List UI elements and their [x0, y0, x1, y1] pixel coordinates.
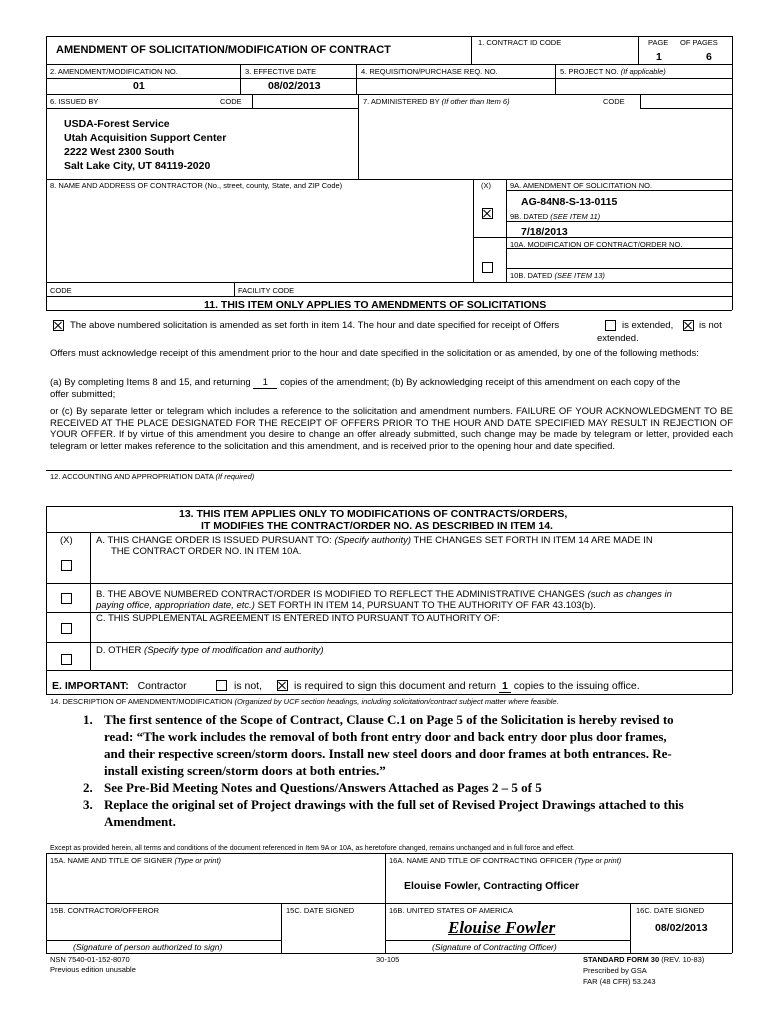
issued-by-label: 6. ISSUED BY [50, 97, 99, 106]
item-13-title-2: IT MODIFIES THE CONTRACT/ORDER NO. AS DESCRIBED IN ITEM 14. [201, 520, 553, 532]
administered-code-label: CODE [603, 97, 625, 106]
project-no-label: 5. PROJECT NO. (If applicable) [560, 67, 666, 76]
solicitation-no: AG-84N8-S-13-0115 [521, 196, 618, 208]
item-10b-label: 10B. DATED (SEE ITEM 13) [510, 271, 605, 280]
officer-signature: Elouise Fowler [448, 918, 556, 937]
is-not-required-checkbox[interactable] [216, 680, 227, 691]
nsn: NSN 7540-01-152-8070 [50, 955, 130, 964]
issuer-line: Utah Acquisition Support Center [64, 132, 227, 144]
item-11-title: 11. THIS ITEM ONLY APPLIES TO AMENDMENTS OF SOLICITATIONS [204, 299, 547, 311]
item-13d-checkbox[interactable] [61, 654, 72, 665]
item-13-a: A. THIS CHANGE ORDER IS ISSUED PURSUANT TO: (Specify authority) THE CHANGES SET FORTH IN ITEM 14 ARE MADE IN [96, 535, 653, 546]
contractor-code-label: CODE [50, 286, 72, 295]
item-9b-label: 9B. DATED (SEE ITEM 11) [510, 212, 601, 221]
contractor-label: 8. NAME AND ADDRESS OF CONTRACTOR (No., street, county, State, and ZIP Code) [50, 181, 343, 190]
item-13-c: C. THIS SUPPLEMENTAL AGREEMENT IS ENTERED INTO PURSUANT TO AUTHORITY OF: [96, 613, 500, 624]
extended-label: extended. [597, 333, 639, 344]
issuer-line: 2222 West 2300 South [64, 146, 175, 158]
sig-person-caption: (Signature of person authorized to sign) [73, 942, 223, 952]
box-9-checkbox[interactable] [482, 208, 493, 219]
is-extended-label: is extended, [622, 320, 674, 331]
item-11-para2-cont: offer submitted; [50, 389, 116, 400]
return-copies: 1 [499, 680, 511, 693]
effective-date-label: 3. EFFECTIVE DATE [245, 67, 317, 76]
item-14-label: 14. DESCRIPTION OF AMENDMENT/MODIFICATION (Organized by UCF section headings, including solicitation/contract subject matter where feasible. [50, 697, 559, 706]
solicitation-date: 7/18/2013 [521, 226, 568, 238]
officer-label: 16A. NAME AND TITLE OF CONTRACTING OFFICER (Type or print) [389, 856, 622, 865]
effective-date: 08/02/2013 [268, 80, 321, 92]
is-extended-checkbox[interactable] [605, 320, 616, 331]
is-required-checkbox[interactable] [277, 680, 288, 691]
item-11-line1: The above numbered solicitation is amended as set forth in item 14. The hour and date specified for receipt of Offers [70, 320, 560, 331]
item-11-para1: Offers must acknowledge receipt of this amendment prior to the hour and date specified in the solicitation or as amended, by one of the following methods: [50, 348, 699, 359]
page-number: 1 [656, 51, 662, 63]
issuer-line: USDA-Forest Service [64, 118, 170, 130]
is-not-text: is not, [234, 680, 263, 692]
amended-checkbox[interactable] [53, 320, 64, 331]
issuer-address [64, 117, 226, 173]
item-13b-checkbox[interactable] [61, 593, 72, 604]
prescribed-by: Prescribed by GSA [583, 966, 647, 975]
requisition-label: 4. REQUISITION/PURCHASE REQ. NO. [361, 67, 498, 76]
officer-date-signed: 08/02/2013 [655, 922, 708, 934]
form-code: 30-105 [376, 955, 400, 964]
sf30-form: AMENDMENT OF SOLICITATION/MODIFICATION OF CONTRACT 1. CONTRACT ID CODE PAGE OF PAGES 1 6 2. AMENDMENT/MODIFICATION NO. 01 3. EFFECTIVE DATE 08/02/2013 4. REQUISITION/PURCHASE REQ. NO. 5. PROJECT NO. (If applicable) 6. ISSUED BY CODE 7. ADMINISTERED BY (If other than Item 6) CODE USDA-Forest Service Utah Acquisition Support Center 2222 West 2300 South Salt Lake City, UT 84119-2020 8. NAME AND ADDRESS OF CONTRACTOR (No., street, county, State, and ZIP Code) (X) 9A. AMENDMENT OF SOLICITATION NO. AG-84N8-S-13-0115 9B. DATED (SEE ITEM 11) 7/18/2013 10A. MODIFICATION OF CONTRACT/ORDER NO. 10B. DATED (SEE ITEM 13) CODE FACILITY CODE 11. THIS ITEM ONLY APPLIES TO AMENDMENTS OF SOLICITATIONS The above numbered solicitation is amended as set forth in item 14. The hour and date specified for receipt of Offers is extended, is not extended. Offers must acknowledge receipt of this amendment prior to the hour and date specified in the solicitation or as amended, by one of the following methods: (a) By completing Items 8 and 15, and returning 1 copies of the amendment; (b) By acknowledging receipt of this amendment on each copy of the offer submitted; or (c) By separate letter or telegram which includes a reference to the solicitation and amendment numbers. FAILURE OF YOUR ACKNOWLEDGMENT TO BE RECEIVED AT THE PLACE DESIGNATED FOR THE RECEIPT OF OFFERS PRIOR TO THE HOUR AND DATE SPECIFIED MAY RESULT IN REJECTION OF YOUR OFFER. If by virtue of this amendment you desire to change an offer already submitted, such change may be made by telegram or letter, provided each telegram or letter makes reference to the solicitation and this amendment, and is received prior to the opening hour and date specified. 12. ACCOUNTING AND APPROPRIATION DATA (If required) 13. THIS ITEM APPLIES ONLY TO MODIFICATIONS OF CONTRACTS/ORDERS, IT MODIFIES THE CONTRACT/ORDER NO. AS DESCRIBED IN ITEM 14. (X) A. THIS CHANGE ORDER IS ISSUED PURSUANT TO: (Specify authority) THE CHANGES SET FORTH IN ITEM 14 ARE MADE IN THE CONTRACT ORDER NO. IN ITEM 10A. B. THE ABOVE NUMBERED CONTRACT/ORDER IS MODIFIED TO REFLECT THE ADMINISTRATIVE CHANGES (such as changes in paying office, appropriation date, etc.) SET FORTH IN ITEM 14, PURSUANT TO THE AUTHORITY OF FAR 43.103(b). C. THIS SUPPLEMENTAL AGREEMENT IS ENTERED INTO PURSUANT TO AUTHORITY OF: D. OTHER (Specify type of modification and authority) E. IMPORTANT: Contractor is not, is required to sign this document and return 1 copies to the issuing office. 14. DESCRIPTION OF AMENDMENT/MODIFICATION (Organized by UCF section headings, including solicitation/contract subject matter where feasible. 1. The first sentence of the Scope of Contract, Clause C.1 on Page 5 of the Solicitation is hereby revised to read: “The work includes the removal of both front entry door and back entry door plus door frames, and their respective screen/storm doors. Install new steel doors and door frames at both entrances. Re- install existing screen/storm doors at both entries.” 2. See Pre-Bid Meeting Notes and Questions/Answers Attached as Pages 2 – 5 of 5 3. Replace the original set of Project drawings with the full set of Revised Project Drawings attached to this Amendment. Except as provided herein, all terms and conditions of the document referenced in Item 9A or 10A, as heretofore changed, remains unchanged and in full force and effect. 15A. NAME AND TITLE OF SIGNER (Type or print) 16A. NAME AND TITLE OF CONTRACTING OFFICER (Type or print) Elouise Fowler, Contracting Officer 15B. CONTRACTOR/OFFEROR 15C. DATE SIGNED 16B. UNITED STATES OF AMERICA 16C. DATE SIGNED Elouise Fowler 08/02/2013 (Signature of person authorized to sign) (Signature of Contracting Officer) NSN 7540-01-152-8070 Previous edition unusable 30-105 STANDARD FORM 30 (REV. 10-83) Prescribed by GSA FAR (48 CFR) 53.243 [0, 0, 770, 1024]
officer-name: Elouise Fowler, Contracting Officer [404, 880, 580, 892]
issuer-line: Salt Lake City, UT 84119-2020 [64, 160, 211, 172]
is-not-label: is not [699, 320, 722, 331]
box-10-checkbox[interactable] [482, 262, 493, 273]
item-13-x-label: (X) [60, 535, 73, 546]
contract-id-label: 1. CONTRACT ID CODE [478, 38, 562, 47]
far-citation: FAR (48 CFR) 53.243 [583, 977, 656, 986]
item-13-a-cont: THE CONTRACT ORDER NO. IN ITEM 10A. [111, 546, 302, 557]
except-clause: Except as provided herein, all terms and conditions of the document referenced in Item 9A or 10A, as heretofore changed, remains unchanged and in full force and effect. [50, 845, 575, 852]
contractor-offeror-label: 15B. CONTRACTOR/OFFEROR [50, 906, 160, 915]
page-label: PAGE [648, 38, 669, 47]
date-signed-16c-label: 16C. DATE SIGNED [636, 906, 705, 915]
item-13c-checkbox[interactable] [61, 623, 72, 634]
previous-edition: Previous edition unusable [50, 965, 136, 974]
usa-label: 16B. UNITED STATES OF AMERICA [389, 906, 513, 915]
item-13-d: D. OTHER (Specify type of modification and authority) [96, 645, 324, 656]
is-not-extended-checkbox[interactable] [683, 320, 694, 331]
sig-officer-caption: (Signature of Contracting Officer) [432, 942, 557, 952]
facility-code-label: FACILITY CODE [238, 286, 295, 295]
item-11-para2: (a) By completing Items 8 and 15, and returning 1 copies of the amendment; (b) By acknowledging receipt of this amendment on each copy of the [50, 377, 681, 388]
item-9a-label: 9A. AMENDMENT OF SOLICITATION NO. [510, 181, 653, 190]
date-signed-15c-label: 15C. DATE SIGNED [286, 906, 355, 915]
administered-label: 7. ADMINISTERED BY (If other than Item 6) [363, 97, 510, 106]
is-required-text: is required to sign this document and return 1 copies to the issuing office. [294, 680, 640, 692]
form-title: AMENDMENT OF SOLICITATION/MODIFICATION OF CONTRACT [56, 44, 391, 56]
item-10a-label: 10A. MODIFICATION OF CONTRACT/ORDER NO. [510, 240, 683, 249]
item-13-b-cont: paying office, appropriation date, etc.) SET FORTH IN ITEM 14, PURSUANT TO THE AUTHORITY OF FAR 43.103(b). [96, 600, 596, 611]
amendment-no-label: 2. AMENDMENT/MODIFICATION NO. [50, 67, 178, 76]
amendment-no: 01 [133, 80, 145, 92]
signer-label: 15A. NAME AND TITLE OF SIGNER (Type or print) [50, 856, 222, 865]
item-13-b: B. THE ABOVE NUMBERED CONTRACT/ORDER IS MODIFIED TO REFLECT THE ADMINISTRATIVE CHANGES (such as changes in [96, 589, 672, 600]
important-label: E. IMPORTANT: Contractor [52, 680, 187, 692]
issued-code-label: CODE [220, 97, 242, 106]
item-13-title-1: 13. THIS ITEM APPLIES ONLY TO MODIFICATIONS OF CONTRACTS/ORDERS, [179, 508, 568, 520]
accounting-label: 12. ACCOUNTING AND APPROPRIATION DATA (If required) [50, 472, 255, 481]
of-pages-label: OF PAGES [680, 38, 718, 47]
standard-form: STANDARD FORM 30 (REV. 10-83) [583, 955, 705, 964]
item-11-para3: or (c) By separate letter or telegram which includes a reference to the solicitation and amendment numbers. FAILURE OF YOUR ACKNOWLEDGMENT TO BE RECEIVED AT THE PLACE DESIGNATED FOR THE RECEIPT OF OFFERS PRIOR TO THE HOUR AND DATE SPECIFIED MAY RESULT IN REJECTION OF YOUR OFFER. If by virtue of this amendment you desire to change an offer already submitted, such change may be made by telegram or letter, provided each telegram or letter makes reference to the solicitation and this amendment, and is received prior to the opening hour and date specified. [50, 406, 733, 452]
copies-count: 1 [253, 377, 277, 389]
x-label: (X) [481, 181, 491, 190]
total-pages: 6 [706, 51, 712, 63]
item-13a-checkbox[interactable] [61, 560, 72, 571]
